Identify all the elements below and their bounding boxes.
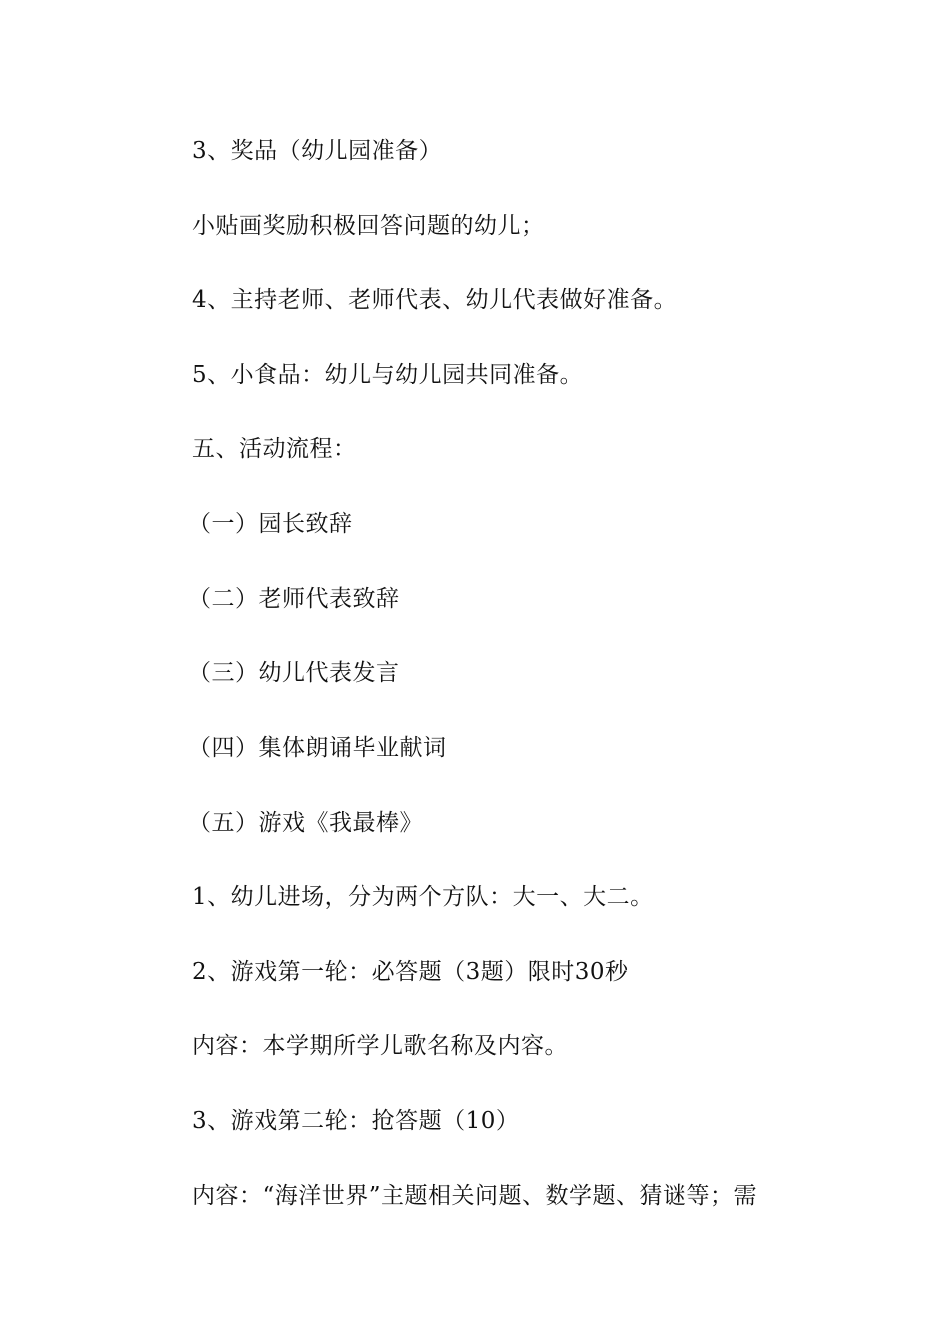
flow-item-2: （二）老师代表致辞 [188, 586, 400, 612]
game-step-2-content: 内容：本学期所学儿歌名称及内容。 [192, 1033, 568, 1059]
game-step-2: 2、游戏第一轮：必答题（3题）限时30秒 [192, 959, 629, 985]
prize-description: 小贴画奖励积极回答问题的幼儿； [192, 213, 545, 239]
game-step-1: 1、幼儿进场，分为两个方队：大一、大二。 [192, 884, 654, 910]
game-step-3: 3、游戏第二轮：抢答题（10） [192, 1108, 520, 1134]
flow-item-5: （五）游戏《我最棒》 [188, 810, 423, 836]
section-heading-activity-flow: 五、活动流程： [192, 436, 357, 462]
game-step-3-content: 内容：“海洋世界”主题相关问题、数学题、猜谜等；需 [192, 1183, 758, 1209]
flow-item-4: （四）集体朗诵毕业献词 [188, 735, 447, 761]
preparation-item-5: 5、小食品：幼儿与幼儿园共同准备。 [192, 362, 584, 388]
prize-heading: 3、奖品（幼儿园准备） [192, 138, 443, 164]
flow-item-1: （一）园长致辞 [188, 511, 353, 537]
flow-item-3: （三）幼儿代表发言 [188, 660, 400, 686]
preparation-item-4: 4、主持老师、老师代表、幼儿代表做好准备。 [192, 287, 678, 313]
